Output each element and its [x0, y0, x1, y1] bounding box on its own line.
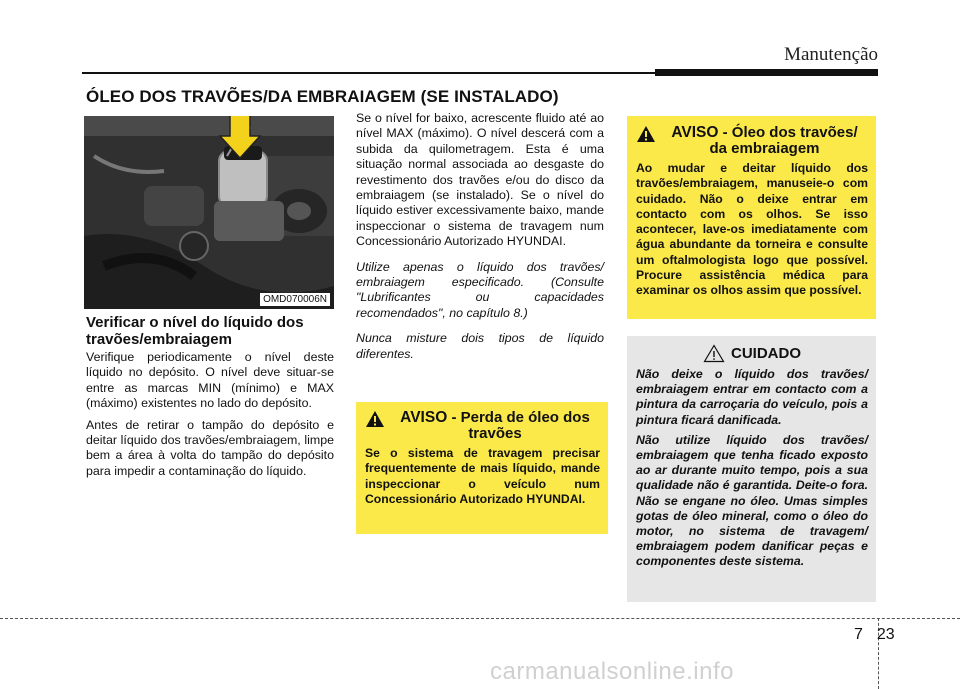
column-2-text	[356, 111, 604, 368]
warning-triangle-icon	[636, 125, 656, 143]
col2-paragraph-2: Utilize apenas o líquido dos travões/ embraiagem especificado. (Consulte "Lubrificantes ou capacidades recomendados", no capítulo 8.)	[356, 259, 604, 320]
warning-box-brake-clutch-oil	[627, 116, 876, 319]
section-title: ÓLEO DOS TRAVÕES/DA EMBRAIAGEM (SE INSTALADO)	[86, 87, 559, 106]
page-number	[854, 626, 895, 644]
col1-paragraph-2: Antes de retirar o tampão do depósito e deitar líquido dos travões/embraiagem, limpe bem a área à volta do tampão do depósito para impedir a contaminação do líquido.	[86, 417, 334, 478]
photo-caption: OMD070006N	[260, 293, 330, 306]
warning-box-brake-fluid-loss	[356, 402, 608, 534]
warning-header	[636, 125, 868, 157]
engine-bay-photo	[84, 116, 334, 309]
caution-title: CUIDADO	[731, 345, 801, 362]
warning-title: - Perda de óleo dos travões	[451, 409, 590, 442]
header-title: Manutenção	[784, 44, 878, 65]
footer-rule	[0, 618, 960, 619]
page-number-value: 23	[876, 626, 895, 643]
caution-paragraph-1: Não deixe o líquido dos travões/ embraiagem entrar em contacto com a pintura da carroçaria do veículo, pois a pintura ficará danificada.	[636, 367, 868, 427]
caution-paragraph-2: Não utilize líquido dos travões/ embraiagem que tenha ficado exposto ao ar durante muito tempo, pois a sua qualidade não é garantida. Deite-o fora. Não se engane no óleo. Umas simples gotas de óleo mineral, como o óleo do motor, no sistema de travagem/ embraiagem podem danificar peças e componentes deste sistema.	[636, 432, 868, 569]
col2-paragraph-1: Se o nível for baixo, acrescente fluido até ao nível MAX (máximo). O nível descerá com a subida da quilometragem. Esta é uma situação normal associada ao desgaste do revestimento dos travões e/ou do disco da embraiagem (se instalado). Se o nível do líquido estiver excessivamente baixo, mande inspeccionar o sistema de travagem num Concessionário Autorizado HYUNDAI.	[356, 111, 604, 249]
warning-keyword: AVISO	[671, 124, 719, 141]
caution-body	[636, 367, 868, 570]
column-1-text	[86, 350, 334, 485]
sub-heading: Verificar o nível do líquido dos travões/embraiagem	[86, 314, 304, 348]
warning-title: - Óleo dos travões/ da embraiagem	[709, 124, 858, 157]
engine-bay-illustration	[84, 116, 334, 309]
warning-body: Se o sistema de travagem precisar frequentemente de mais líquido, mande inspeccionar o veículo num Concessionário Autorizado HYUNDAI.	[365, 446, 600, 506]
warning-triangle-icon	[365, 410, 385, 428]
col2-paragraph-3: Nunca misture dois tipos de líquido diferentes.	[356, 331, 604, 361]
watermark: carmanualsonline.info	[490, 658, 734, 685]
warning-body: Ao mudar e deitar líquido dos travões/embraiagem, manuseie-o com cuidado. Não o deixe entrar em contacto com os olhos. Se isso acontecer, lave-os imediatamente com água abundante da torneira e consulte um oftalmologista logo que possível. Procure assistência médica para examinar os olhos assim que possível.	[636, 161, 868, 298]
caution-header	[636, 344, 868, 363]
chapter-number: 7	[854, 626, 863, 643]
col1-paragraph-1: Verifique periodicamente o nível deste líquido no depósito. O nível deve situar-se entre as marcas MIN (mínimo) e MAX (máximo) existentes no lado do depósito.	[86, 350, 334, 411]
warning-header	[365, 410, 600, 442]
caution-box	[627, 336, 876, 602]
header-tab-bar	[655, 69, 878, 76]
caution-triangle-icon	[703, 344, 725, 363]
warning-keyword: AVISO	[400, 409, 448, 426]
